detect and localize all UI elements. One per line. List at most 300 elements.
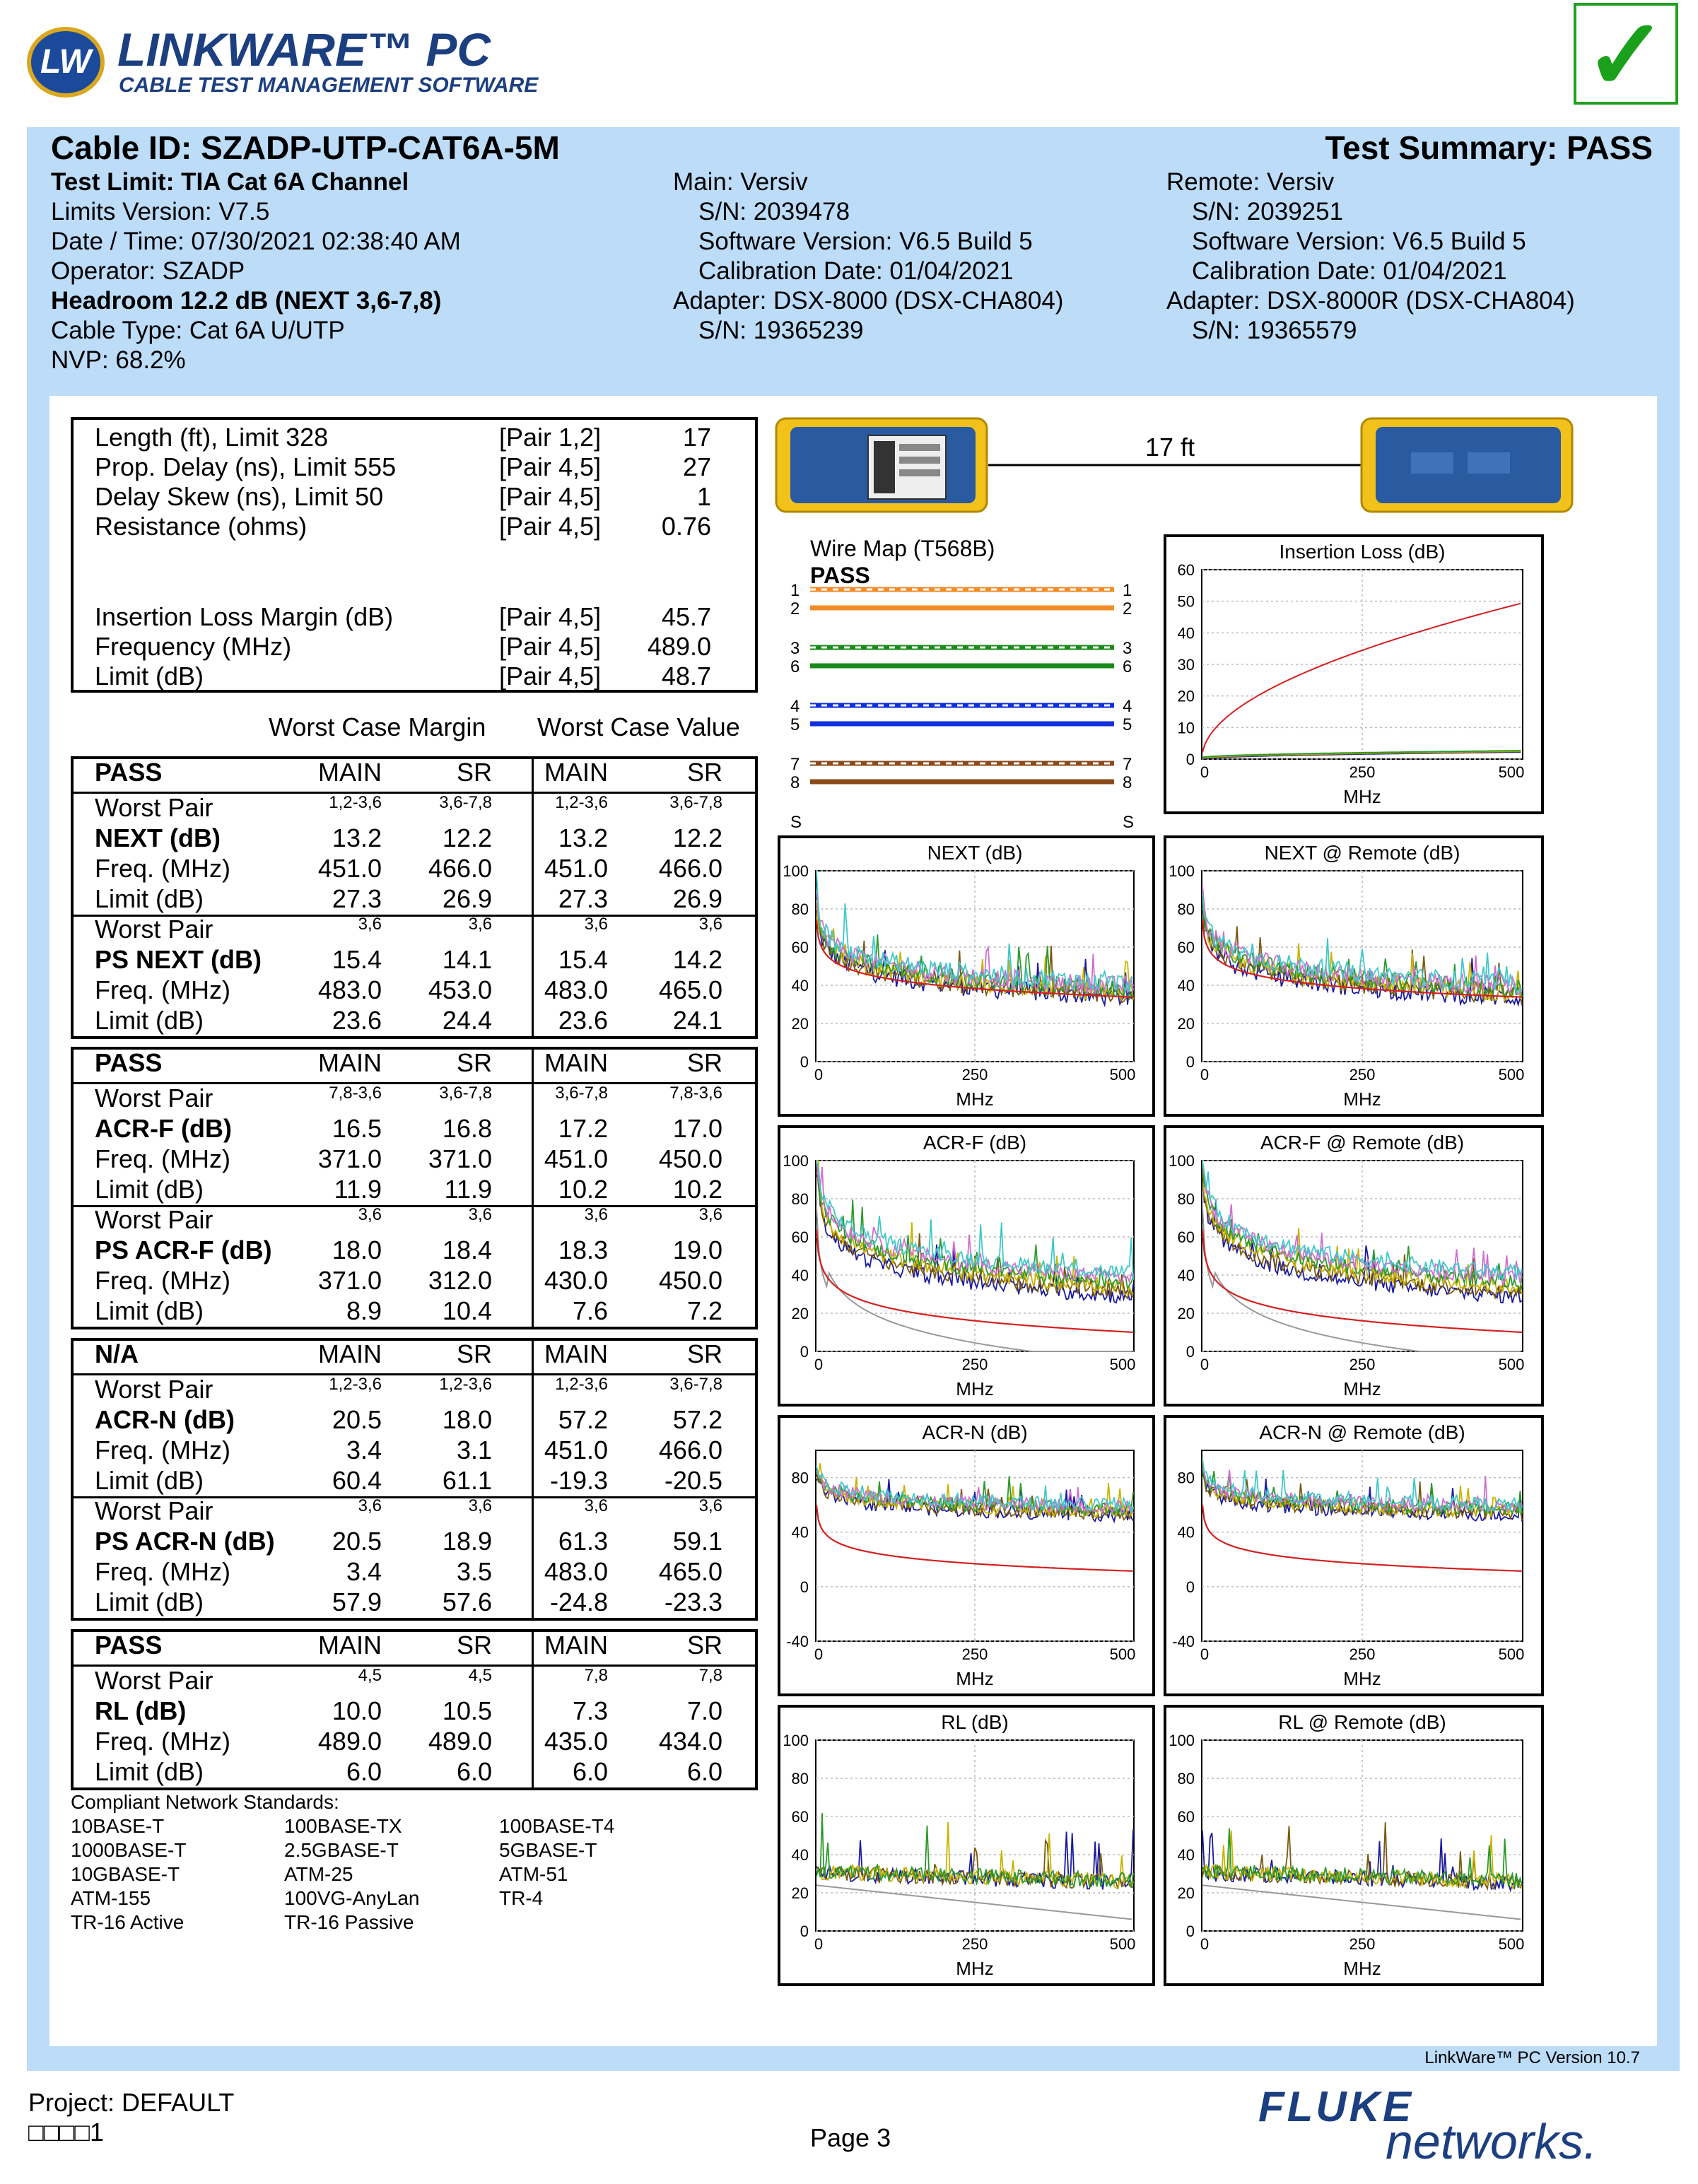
table-cell: 24.4: [442, 1006, 492, 1035]
table-col-header: MAIN: [318, 1048, 382, 1077]
table-cell: 1,2-3,6: [329, 1375, 382, 1394]
table-col-header: MAIN: [318, 758, 382, 787]
table-cell: 15.4: [332, 945, 382, 974]
chart-ytick-label: 60: [791, 939, 809, 956]
table-row-label: Worst Pair: [95, 915, 213, 944]
chart-xlabel: MHz: [956, 1378, 994, 1399]
project-label: Project: DEFAULT: [28, 2088, 235, 2117]
chart-ytick-label: 100: [783, 862, 809, 880]
chart-ytick-label: 40: [791, 1267, 809, 1284]
table-col-header: SR: [686, 1048, 722, 1077]
table-cell: 13.2: [558, 823, 608, 852]
table-row-label: Freq. (MHz): [95, 1144, 230, 1173]
chart-ytick-label: 60: [791, 1808, 809, 1826]
table-cell: 3,6: [358, 1205, 382, 1224]
chart-xtick-label: 250: [1349, 1645, 1376, 1663]
chart-ytick-label: -40: [786, 1633, 809, 1650]
pass-check-icon: ✓: [1574, 3, 1678, 105]
summary-main-line: Software Version: V6.5 Build 5: [698, 228, 1033, 255]
table-cell: 465.0: [658, 1557, 722, 1586]
table-cell: 61.3: [558, 1527, 608, 1556]
basic-pair: [Pair 4,5]: [499, 512, 602, 541]
table-col-header: SR: [456, 1339, 492, 1368]
table-cell: 7,8-3,6: [669, 1084, 722, 1103]
chart-xlabel: MHz: [1343, 1088, 1381, 1110]
chart-ytick-label: -40: [1172, 1633, 1195, 1650]
wiremap-pin-left: 2: [790, 599, 800, 618]
chart-ytick-label: 20: [791, 1015, 809, 1033]
table-row-label: Worst Pair: [95, 1375, 213, 1404]
wiremap-pin-left: 1: [790, 581, 800, 600]
chart-ytick-label: 40: [791, 1523, 809, 1542]
device-diagram: [775, 413, 1576, 519]
table-cell: 1,2-3,6: [555, 793, 608, 812]
table-cell: 18.3: [558, 1235, 608, 1264]
standard-item: ATM-51: [499, 1863, 568, 1885]
table-cell: 57.2: [672, 1405, 722, 1434]
table-row-label: Freq. (MHz): [95, 1557, 230, 1586]
cable-length-label: 17 ft: [1145, 433, 1195, 462]
chart-xtick-label: 250: [1349, 1935, 1376, 1953]
table-cell: 15.4: [558, 945, 608, 974]
table-cell: 6.0: [456, 1757, 492, 1786]
summary-remote-line: S/N: 19365579: [1192, 317, 1357, 344]
table-cell: 17.0: [672, 1114, 722, 1143]
basic-label: Insertion Loss Margin (dB): [95, 602, 394, 631]
table-cell: 26.9: [442, 884, 492, 913]
table-cell: 371.0: [428, 1144, 492, 1173]
table-cell: 371.0: [317, 1266, 382, 1295]
chart-ytick-label: 0: [800, 1922, 809, 1940]
chart-xtick-label: 500: [1109, 1356, 1136, 1373]
basic-label: Resistance (ohms): [95, 512, 308, 541]
table-row-label: Limit (dB): [95, 1006, 204, 1035]
table-cell: 3,6: [358, 915, 382, 934]
table-row-label: Freq. (MHz): [95, 1727, 230, 1756]
wiremap-pin-left: 8: [790, 773, 800, 792]
chart-title: NEXT @ Remote (dB): [1264, 842, 1460, 864]
basic-value: 48.7: [661, 662, 711, 691]
table-col-header: SR: [456, 1048, 492, 1077]
table-cell: 466.0: [658, 1436, 722, 1464]
chart-ytick-label: 0: [1185, 1922, 1195, 1940]
table-col-header: MAIN: [544, 1048, 608, 1077]
table-cell: 1,2-3,6: [439, 1375, 492, 1394]
table-cell: 27.3: [332, 884, 382, 913]
table-divider: [532, 756, 534, 1039]
summary-left-line: Operator: SZADP: [51, 257, 245, 285]
chart-title: NEXT (dB): [927, 842, 1023, 864]
table-cell: 16.8: [442, 1114, 492, 1143]
worst-case-margin-header: Worst Case Margin: [269, 712, 486, 741]
table-cell: 466.0: [658, 854, 722, 883]
table-cell: 7,8: [698, 1666, 722, 1685]
table-cell: 7,8: [584, 1666, 608, 1685]
summary-main-line: S/N: 19365239: [698, 317, 864, 344]
table-row-label: Freq. (MHz): [95, 854, 230, 883]
table-cell: 20.5: [332, 1527, 382, 1556]
chart-xlabel: MHz: [956, 1088, 994, 1110]
table-col-header: MAIN: [544, 1339, 608, 1368]
table-cell: 23.6: [332, 1006, 382, 1035]
standard-item: ATM-155: [71, 1887, 151, 1909]
table-col-header: SR: [456, 758, 492, 787]
standard-item: 1000BASE-T: [71, 1839, 187, 1861]
chart-ytick-label: 50: [1177, 592, 1195, 611]
chart-ytick-label: 30: [1177, 656, 1195, 674]
chart-ytick-label: 40: [791, 1846, 809, 1864]
table-cell: 483.0: [317, 975, 382, 1004]
table-cell: 451.0: [544, 1436, 608, 1464]
table-cell: 7.3: [572, 1696, 608, 1725]
wiremap-pin-right: 7: [1123, 755, 1132, 774]
worst-case-value-header: Worst Case Value: [537, 712, 740, 741]
chart-ytick-label: 20: [1177, 687, 1195, 705]
basic-pair: [Pair 4,5]: [499, 662, 602, 691]
chart-title: ACR-N @ Remote (dB): [1259, 1421, 1465, 1443]
chart-4: [1164, 1125, 1544, 1407]
table-cell: 1,2-3,6: [329, 793, 382, 812]
table-cell: 312.0: [428, 1266, 492, 1295]
table-row-label: Worst Pair: [95, 1084, 213, 1112]
table-cell: 57.6: [442, 1587, 492, 1616]
table-cell: 18.9: [442, 1527, 492, 1556]
table-cell: 3,6-7,8: [439, 793, 492, 812]
summary-remote-line: Calibration Date: 01/04/2021: [1192, 257, 1507, 285]
table-cell: 10.0: [332, 1696, 382, 1725]
chart-xtick-label: 250: [961, 1356, 988, 1373]
table-cell: 10.4: [442, 1296, 492, 1325]
standard-item: 100VG-AnyLan: [284, 1887, 420, 1909]
standard-item: TR-16 Active: [71, 1911, 185, 1933]
basic-pair: [Pair 1,2]: [499, 423, 602, 452]
table-cell: 489.0: [428, 1727, 492, 1756]
table-cell: 11.9: [334, 1175, 382, 1204]
chart-title: RL @ Remote (dB): [1278, 1711, 1446, 1733]
table-cell: 453.0: [428, 975, 492, 1004]
chart-ytick-label: 40: [1177, 624, 1195, 642]
networks-logo: networks.: [1386, 2114, 1598, 2169]
wiremap-pin-left: 7: [790, 755, 800, 774]
chart-title: ACR-F (dB): [923, 1132, 1027, 1153]
chart-xtick-label: 0: [814, 1935, 824, 1953]
chart-title: ACR-N (dB): [922, 1421, 1028, 1443]
table-cell: 451.0: [544, 1144, 608, 1173]
wiremap-pin-right: 1: [1123, 581, 1132, 600]
wiremap-pin-right: 4: [1123, 697, 1132, 716]
chart-ytick-label: 80: [791, 1770, 809, 1787]
chart-ytick-label: 0: [1185, 1343, 1195, 1361]
wiremap-pin-left: 4: [790, 697, 800, 716]
table-cell: 3,6: [584, 915, 608, 934]
table-status: PASS: [95, 1048, 163, 1077]
table-cell: 16.5: [332, 1114, 382, 1143]
table-cell: 17.2: [558, 1114, 608, 1143]
table-row-label: PS ACR-F (dB): [95, 1235, 272, 1264]
chart-7: [778, 1705, 1155, 1986]
summary-remote-line: S/N: 2039251: [1192, 198, 1344, 225]
standard-item: 10GBASE-T: [71, 1863, 180, 1885]
table-cell: 60.4: [332, 1466, 382, 1495]
project-sub-label: □□□□1: [28, 2118, 104, 2147]
table-cell: 3.1: [456, 1436, 492, 1464]
chart-ytick-label: 10: [1177, 719, 1195, 737]
table-cell: 26.9: [672, 884, 722, 913]
logo: [27, 21, 539, 102]
chart-xlabel: MHz: [1343, 1668, 1381, 1689]
chart-ytick-label: 20: [791, 1305, 809, 1322]
table-cell: 451.0: [544, 854, 608, 883]
table-cell: 18.4: [442, 1235, 492, 1264]
logo-badge: LW: [27, 27, 105, 98]
table-cell: 57.9: [332, 1587, 382, 1616]
chart-ytick-label: 0: [1185, 1578, 1195, 1596]
basic-pair: [Pair 4,5]: [499, 602, 602, 631]
table-row-label: Worst Pair: [95, 1666, 213, 1695]
table-cell: 430.0: [544, 1266, 608, 1295]
chart-xtick-label: 500: [1498, 763, 1525, 781]
chart-ytick-label: 80: [1177, 1190, 1195, 1208]
chart-xtick-label: 0: [814, 1356, 824, 1373]
chart-5: [778, 1415, 1155, 1696]
table-cell: 3,6-7,8: [669, 793, 722, 812]
summary-left-line: NVP: 68.2%: [51, 346, 186, 374]
wiremap-pin-right: 3: [1123, 639, 1132, 658]
chart-xtick-label: 500: [1109, 1645, 1136, 1663]
table-cell: 7.2: [686, 1296, 722, 1325]
wiremap-pin-left: S: [790, 813, 802, 831]
summary-left-line: Test Limit: TIA Cat 6A Channel: [51, 168, 409, 196]
wiremap-pin-left: 6: [790, 657, 800, 676]
chart-xtick-label: 0: [814, 1066, 824, 1084]
chart-xtick-label: 250: [1349, 1066, 1376, 1084]
table-cell: 10.2: [672, 1175, 722, 1204]
summary-main-line: S/N: 2039478: [698, 198, 850, 225]
table-cell: 7.0: [686, 1696, 722, 1725]
chart-ytick-label: 80: [1177, 900, 1195, 918]
table-cell: 18.0: [442, 1405, 492, 1434]
chart-xtick-label: 0: [1200, 1066, 1210, 1084]
table-row-label: Limit (dB): [95, 884, 204, 913]
summary-left-line: Limits Version: V7.5: [51, 198, 270, 225]
table-cell: 20.5: [332, 1405, 382, 1434]
standard-item: 100BASE-T4: [499, 1815, 615, 1837]
chart-ytick-label: 100: [783, 1732, 809, 1749]
chart-8: [1164, 1705, 1544, 1986]
standards-title: Compliant Network Standards:: [71, 1791, 339, 1813]
chart-ytick-label: 20: [1177, 1015, 1195, 1033]
table-divider: [532, 1047, 534, 1329]
chart-ytick-label: 20: [1177, 1884, 1195, 1902]
table-row-label: Limit (dB): [95, 1757, 204, 1786]
standard-item: 10BASE-T: [71, 1815, 165, 1837]
table-cell: 57.2: [558, 1405, 608, 1434]
table-cell: -20.5: [664, 1466, 722, 1495]
chart-ytick-label: 60: [1177, 1808, 1195, 1826]
table-cell: 483.0: [544, 975, 608, 1004]
table-cell: 451.0: [317, 854, 382, 883]
chart-ytick-label: 20: [791, 1884, 809, 1902]
table-cell: 14.2: [672, 945, 722, 974]
wiremap-pin-right: 5: [1123, 715, 1132, 734]
chart-1: [778, 835, 1155, 1117]
standard-item: TR-4: [499, 1887, 544, 1909]
chart-title: RL (dB): [941, 1711, 1009, 1733]
table-cell: 3,6-7,8: [555, 1084, 608, 1103]
table-col-header: SR: [686, 1339, 722, 1368]
table-cell: 3,6: [358, 1496, 382, 1515]
table-cell: 3.4: [346, 1436, 382, 1464]
chart-xlabel: MHz: [1343, 786, 1381, 807]
table-col-header: SR: [686, 758, 722, 787]
logo-subtitle: CABLE TEST MANAGEMENT SOFTWARE: [119, 74, 539, 97]
table-cell: 10.2: [558, 1175, 608, 1204]
version-label: LinkWare™ PC Version 10.7: [1424, 2048, 1640, 2067]
wiremap-title: Wire Map (T568B): [810, 536, 995, 561]
chart-ytick-label: 60: [1177, 561, 1195, 579]
chart-xtick-label: 500: [1498, 1066, 1525, 1084]
chart-xtick-label: 0: [1200, 1935, 1210, 1953]
chart-ytick-label: 100: [1169, 862, 1195, 880]
table-cell: -19.3: [549, 1466, 608, 1495]
chart-ytick-label: 60: [791, 1228, 809, 1246]
basic-pair: [Pair 4,5]: [499, 452, 602, 481]
table-divider: [532, 1338, 534, 1621]
summary-left-line: Headroom 12.2 dB (NEXT 3,6-7,8): [51, 287, 442, 315]
table-row-label: Worst Pair: [95, 1205, 213, 1234]
basic-label: Delay Skew (ns), Limit 50: [95, 482, 384, 511]
table-row-label: PS NEXT (dB): [95, 945, 262, 974]
table-cell: 450.0: [658, 1266, 722, 1295]
summary-main-line: Calibration Date: 01/04/2021: [698, 257, 1014, 285]
summary-remote-line: Adapter: DSX-8000R (DSX-CHA804): [1166, 287, 1575, 315]
chart-ytick-label: 0: [1185, 751, 1195, 768]
chart-ytick-label: 40: [1177, 1523, 1195, 1542]
table-cell: 3,6: [468, 1496, 492, 1515]
chart-xtick-label: 500: [1109, 1066, 1136, 1084]
table-row-label: Limit (dB): [95, 1175, 204, 1204]
table-cell: 11.9: [444, 1175, 492, 1204]
table-cell: 27.3: [558, 884, 608, 913]
table-row-label: PS ACR-N (dB): [95, 1527, 275, 1556]
table-row-label: Freq. (MHz): [95, 975, 230, 1004]
table-cell: 6.0: [686, 1757, 722, 1786]
summary-left-line: Cable Type: Cat 6A U/UTP: [51, 317, 345, 344]
wiremap-pin-right: 2: [1123, 599, 1132, 618]
basic-label: Length (ft), Limit 328: [95, 423, 329, 452]
chart-xlabel: MHz: [956, 1668, 994, 1689]
chart-6: [1164, 1415, 1544, 1696]
table-status: PASS: [95, 1631, 163, 1660]
table-row-label: Worst Pair: [95, 793, 213, 822]
table-cell: 23.6: [558, 1006, 608, 1035]
table-row-label: Worst Pair: [95, 1496, 213, 1525]
table-cell: 3.4: [346, 1557, 382, 1586]
test-summary: Test Summary: PASS: [1325, 129, 1653, 166]
table-col-header: MAIN: [318, 1339, 382, 1368]
table-cell: 10.5: [442, 1696, 492, 1725]
chart-xtick-label: 0: [1200, 1356, 1210, 1373]
table-cell: -23.3: [664, 1587, 722, 1616]
wiremap-pin-right: 6: [1123, 657, 1132, 676]
table-cell: 6.0: [346, 1757, 382, 1786]
chart-ytick-label: 40: [1177, 977, 1195, 994]
wiremap-status: PASS: [810, 563, 870, 588]
page-number: Page 3: [810, 2123, 891, 2152]
table-cell: 3,6: [584, 1496, 608, 1515]
chart-xlabel: MHz: [956, 1958, 994, 1979]
summary-main-line: Adapter: DSX-8000 (DSX-CHA804): [673, 287, 1064, 315]
table-col-header: SR: [686, 1631, 722, 1660]
chart-xtick-label: 500: [1498, 1356, 1525, 1373]
table-cell: 466.0: [428, 854, 492, 883]
wiremap-pin-right: S: [1123, 813, 1135, 831]
table-row-label: Freq. (MHz): [95, 1266, 230, 1295]
table-cell: 6.0: [572, 1757, 608, 1786]
chart-ytick-label: 80: [791, 900, 809, 918]
chart-xtick-label: 0: [1200, 763, 1210, 781]
wiremap-diagram: [785, 580, 1152, 831]
chart-ytick-label: 40: [1177, 1267, 1195, 1284]
table-row-label: Freq. (MHz): [95, 1436, 230, 1464]
wiremap-pin-right: 8: [1123, 773, 1132, 792]
table-cell: 3,6-7,8: [669, 1375, 722, 1394]
table-cell: 465.0: [658, 975, 722, 1004]
table-row-label: Limit (dB): [95, 1466, 204, 1495]
basic-value: 27: [682, 452, 711, 481]
basic-value: 17: [682, 423, 711, 452]
basic-pair: [Pair 4,5]: [499, 632, 602, 661]
basic-value: 45.7: [661, 602, 711, 631]
table-cell: 3,6: [468, 1205, 492, 1224]
table-cell: 12.2: [442, 823, 492, 852]
chart-ytick-label: 80: [791, 1469, 809, 1487]
chart-xtick-label: 250: [961, 1066, 988, 1084]
chart-ytick-label: 40: [791, 977, 809, 994]
table-cell: 61.1: [442, 1466, 492, 1495]
chart-3: [778, 1125, 1155, 1407]
chart-ytick-label: 100: [783, 1152, 809, 1170]
table-cell: 12.2: [672, 823, 722, 852]
table-cell: 3,6: [698, 1205, 722, 1224]
table-status: N/A: [95, 1339, 139, 1368]
table-cell: 371.0: [317, 1144, 382, 1173]
table-cell: 3,6: [584, 1205, 608, 1224]
table-row-label: Limit (dB): [95, 1587, 204, 1616]
table-cell: 13.2: [332, 823, 382, 852]
table-cell: 450.0: [658, 1144, 722, 1173]
chart-ytick-label: 100: [1169, 1152, 1195, 1170]
summary-main-line: Main: Versiv: [673, 168, 808, 196]
chart-xtick-label: 250: [961, 1935, 988, 1953]
summary-left-line: Date / Time: 07/30/2021 02:38:40 AM: [51, 228, 461, 255]
chart-ytick-label: 80: [1177, 1469, 1195, 1487]
basic-label: Frequency (MHz): [95, 632, 292, 661]
table-col-header: MAIN: [318, 1631, 382, 1660]
chart-ytick-label: 60: [1177, 1228, 1195, 1246]
table-cell: 489.0: [317, 1727, 382, 1756]
chart-ytick-label: 60: [1177, 939, 1195, 956]
table-cell: 3,6-7,8: [439, 1084, 492, 1103]
table-status: PASS: [95, 758, 163, 787]
chart-ytick-label: 0: [1185, 1053, 1195, 1071]
table-divider: [532, 1629, 534, 1790]
chart-xtick-label: 250: [961, 1645, 988, 1663]
chart-2: [1164, 835, 1544, 1117]
chart-xtick-label: 500: [1109, 1935, 1136, 1953]
standard-item: 100BASE-TX: [284, 1815, 402, 1837]
basic-label: Limit (dB): [95, 662, 204, 691]
